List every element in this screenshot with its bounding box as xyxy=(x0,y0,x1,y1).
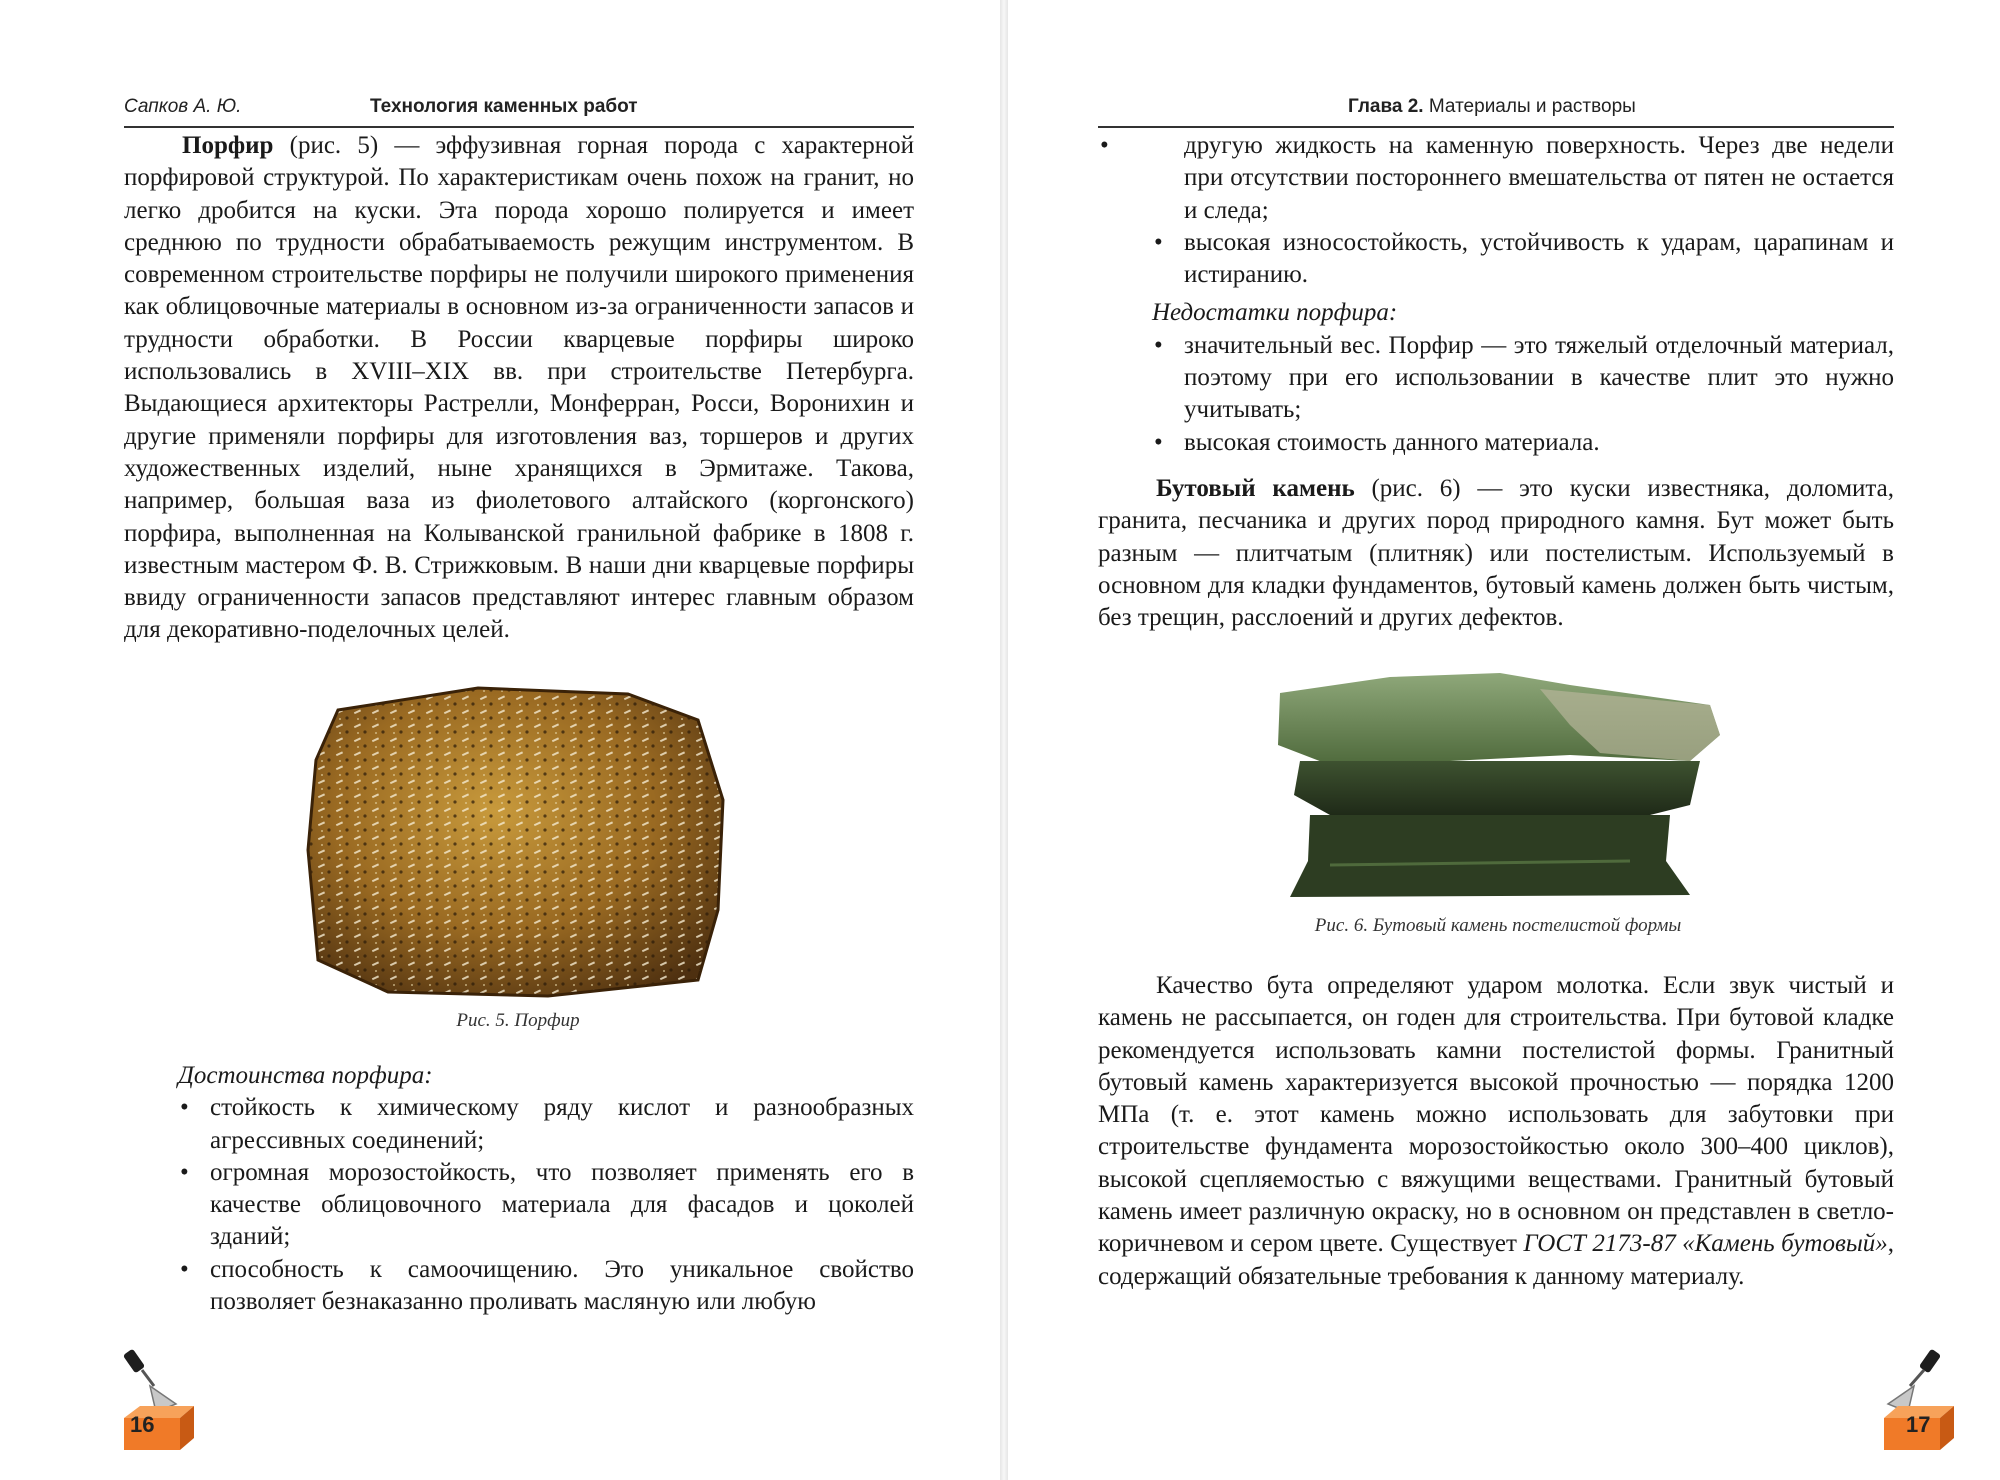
advantages-heading: Достоинства порфира: xyxy=(178,1062,433,1089)
brick-icon xyxy=(1798,1346,1998,1456)
trowel-icon xyxy=(123,1349,176,1412)
list-item-continued: • другую жидкость на каменную поверхность. Через две недели при отсутствии постороннего вмешательства от пятен не остается и следа; xyxy=(1098,130,1894,227)
advantages-list xyxy=(178,1092,914,1318)
continued-list xyxy=(1098,130,1894,227)
porphyry-paragraph xyxy=(124,130,914,647)
page-number-badge-left xyxy=(120,1346,320,1456)
disadvantages-heading: Недостатки порфира: xyxy=(1152,299,1398,327)
porphyry-image xyxy=(298,680,738,1000)
book-gutter xyxy=(1000,0,1008,1480)
brick-icon xyxy=(120,1346,320,1456)
advantages-list-cont xyxy=(1152,227,1894,292)
quality-paragraph xyxy=(1098,970,1894,1293)
rubble-stone-image xyxy=(1270,665,1730,905)
chapter-title: Материалы и растворы xyxy=(1428,96,1636,117)
list-item: • высокая износостойкость, устойчивость к ударам, царапинам и истиранию. xyxy=(1152,227,1894,292)
porphyry-term: Порфир xyxy=(182,132,274,159)
list-item: • значительный вес. Порфир — это тяжелый отделочный материал, поэтому при его использовании в качестве плит это нужно учитывать; xyxy=(1152,330,1894,427)
right-page xyxy=(1008,0,2000,1480)
list-item: • стойкость к химическому ряду кислот и разнообразных агрессивных соединений; xyxy=(178,1092,914,1157)
chapter-label: Глава 2. xyxy=(1348,96,1424,117)
trowel-icon xyxy=(1888,1349,1941,1412)
figure5-caption: Рис. 5. Порфир xyxy=(456,1010,580,1031)
rubble-text: (рис. 6) — это куски известняка, доломита, гранита, песчаника и других пород природного камня. Бут может быть разным — плитчатым (плитняк) или постелистым. Используемый в основном для кладки фундаментов, бутовый камень должен быть чистым, без трещин, расслоений и других дефектов. xyxy=(1098,474,1894,632)
quality-text-before: Качество бута определяют ударом молотка. Если звук чистый и камень не рассыпается, он годен для строительства. При бутовой кладке рекомендуется использовать камни постелистой формы. Гранитный бутовый камень характеризуется высокой прочностью — порядка 1200 МПа (т. е. этот камень можно использовать для забутовки при строительстве фундамента морозостойкостью около 300–400 циклов), высокой сцепляемостью с вяжущими веществами. Гранитный бутовый камень имеет различную окраску, но в основном он представлен в светло-коричневом и сером цвете. Существует xyxy=(1098,972,1894,1258)
running-header-left xyxy=(124,92,914,128)
list-item: • высокая стоимость данного материала. xyxy=(1152,427,1894,459)
figure6-caption: Рис. 6. Бутовый камень постелистой формы xyxy=(1314,915,1682,936)
book-title: Технология каменных работ xyxy=(370,96,638,117)
list-item: • способность к самоочищению. Это уникальное свойство позволяет безнаказанно проливать масляную или любую xyxy=(178,1254,914,1319)
page-number: 16 xyxy=(130,1412,155,1437)
author-name: Сапков А. Ю. xyxy=(124,96,242,117)
rubble-term: Бутовый камень xyxy=(1156,474,1355,502)
page-number-badge-right xyxy=(1798,1346,1998,1456)
gost-reference: ГОСТ 2173-87 «Камень бутовый» xyxy=(1523,1230,1888,1258)
page-number: 17 xyxy=(1906,1412,1931,1437)
advantages-block xyxy=(178,1060,914,1318)
disadvantages-list xyxy=(1152,330,1894,459)
right-top-block xyxy=(1098,130,1894,634)
quality-text-after: , содержащий обязательные требования к данному материалу. xyxy=(1098,1230,1894,1290)
porphyry-text: (рис. 5) — эффузивная горная порода с характерной порфировой структурой. По характеристикам очень похож на гранит, но легко дробится на куски. Эта порода хорошо полируется и имеет среднюю по трудности обрабатываемость режущим инструментом. В современном строительстве порфиры не получили широкого применения как облицовочные материалы в основном из-за ограниченности запасов и трудности обработки. В России кварцевые порфиры широко использовались в XVIII–XIX вв. при строительстве Петербурга. Выдающиеся архитекторы Растрелли, Монферран, Росси, Воронихин и другие применяли порфиры для изготовления ваз, торшеров и других художественных изделий, ныне хранящихся в Эрмитаже. Такова, например, большая ваза из фиолетового алтайского (коргонского) порфира, выполненная на Колыванской гранильной фабрике в 1808 г. известным мастером Ф. В. Стрижковым. В наши дни кварцевые порфиры ввиду ограниченности запасов представляют интерес главным образом для декоративно-поделочных целей. xyxy=(124,132,914,644)
list-item: • огромная морозостойкость, что позволяет применять его в качестве облицовочного материала для фасадов и цоколей зданий; xyxy=(178,1157,914,1254)
running-header-right xyxy=(1098,92,1894,128)
